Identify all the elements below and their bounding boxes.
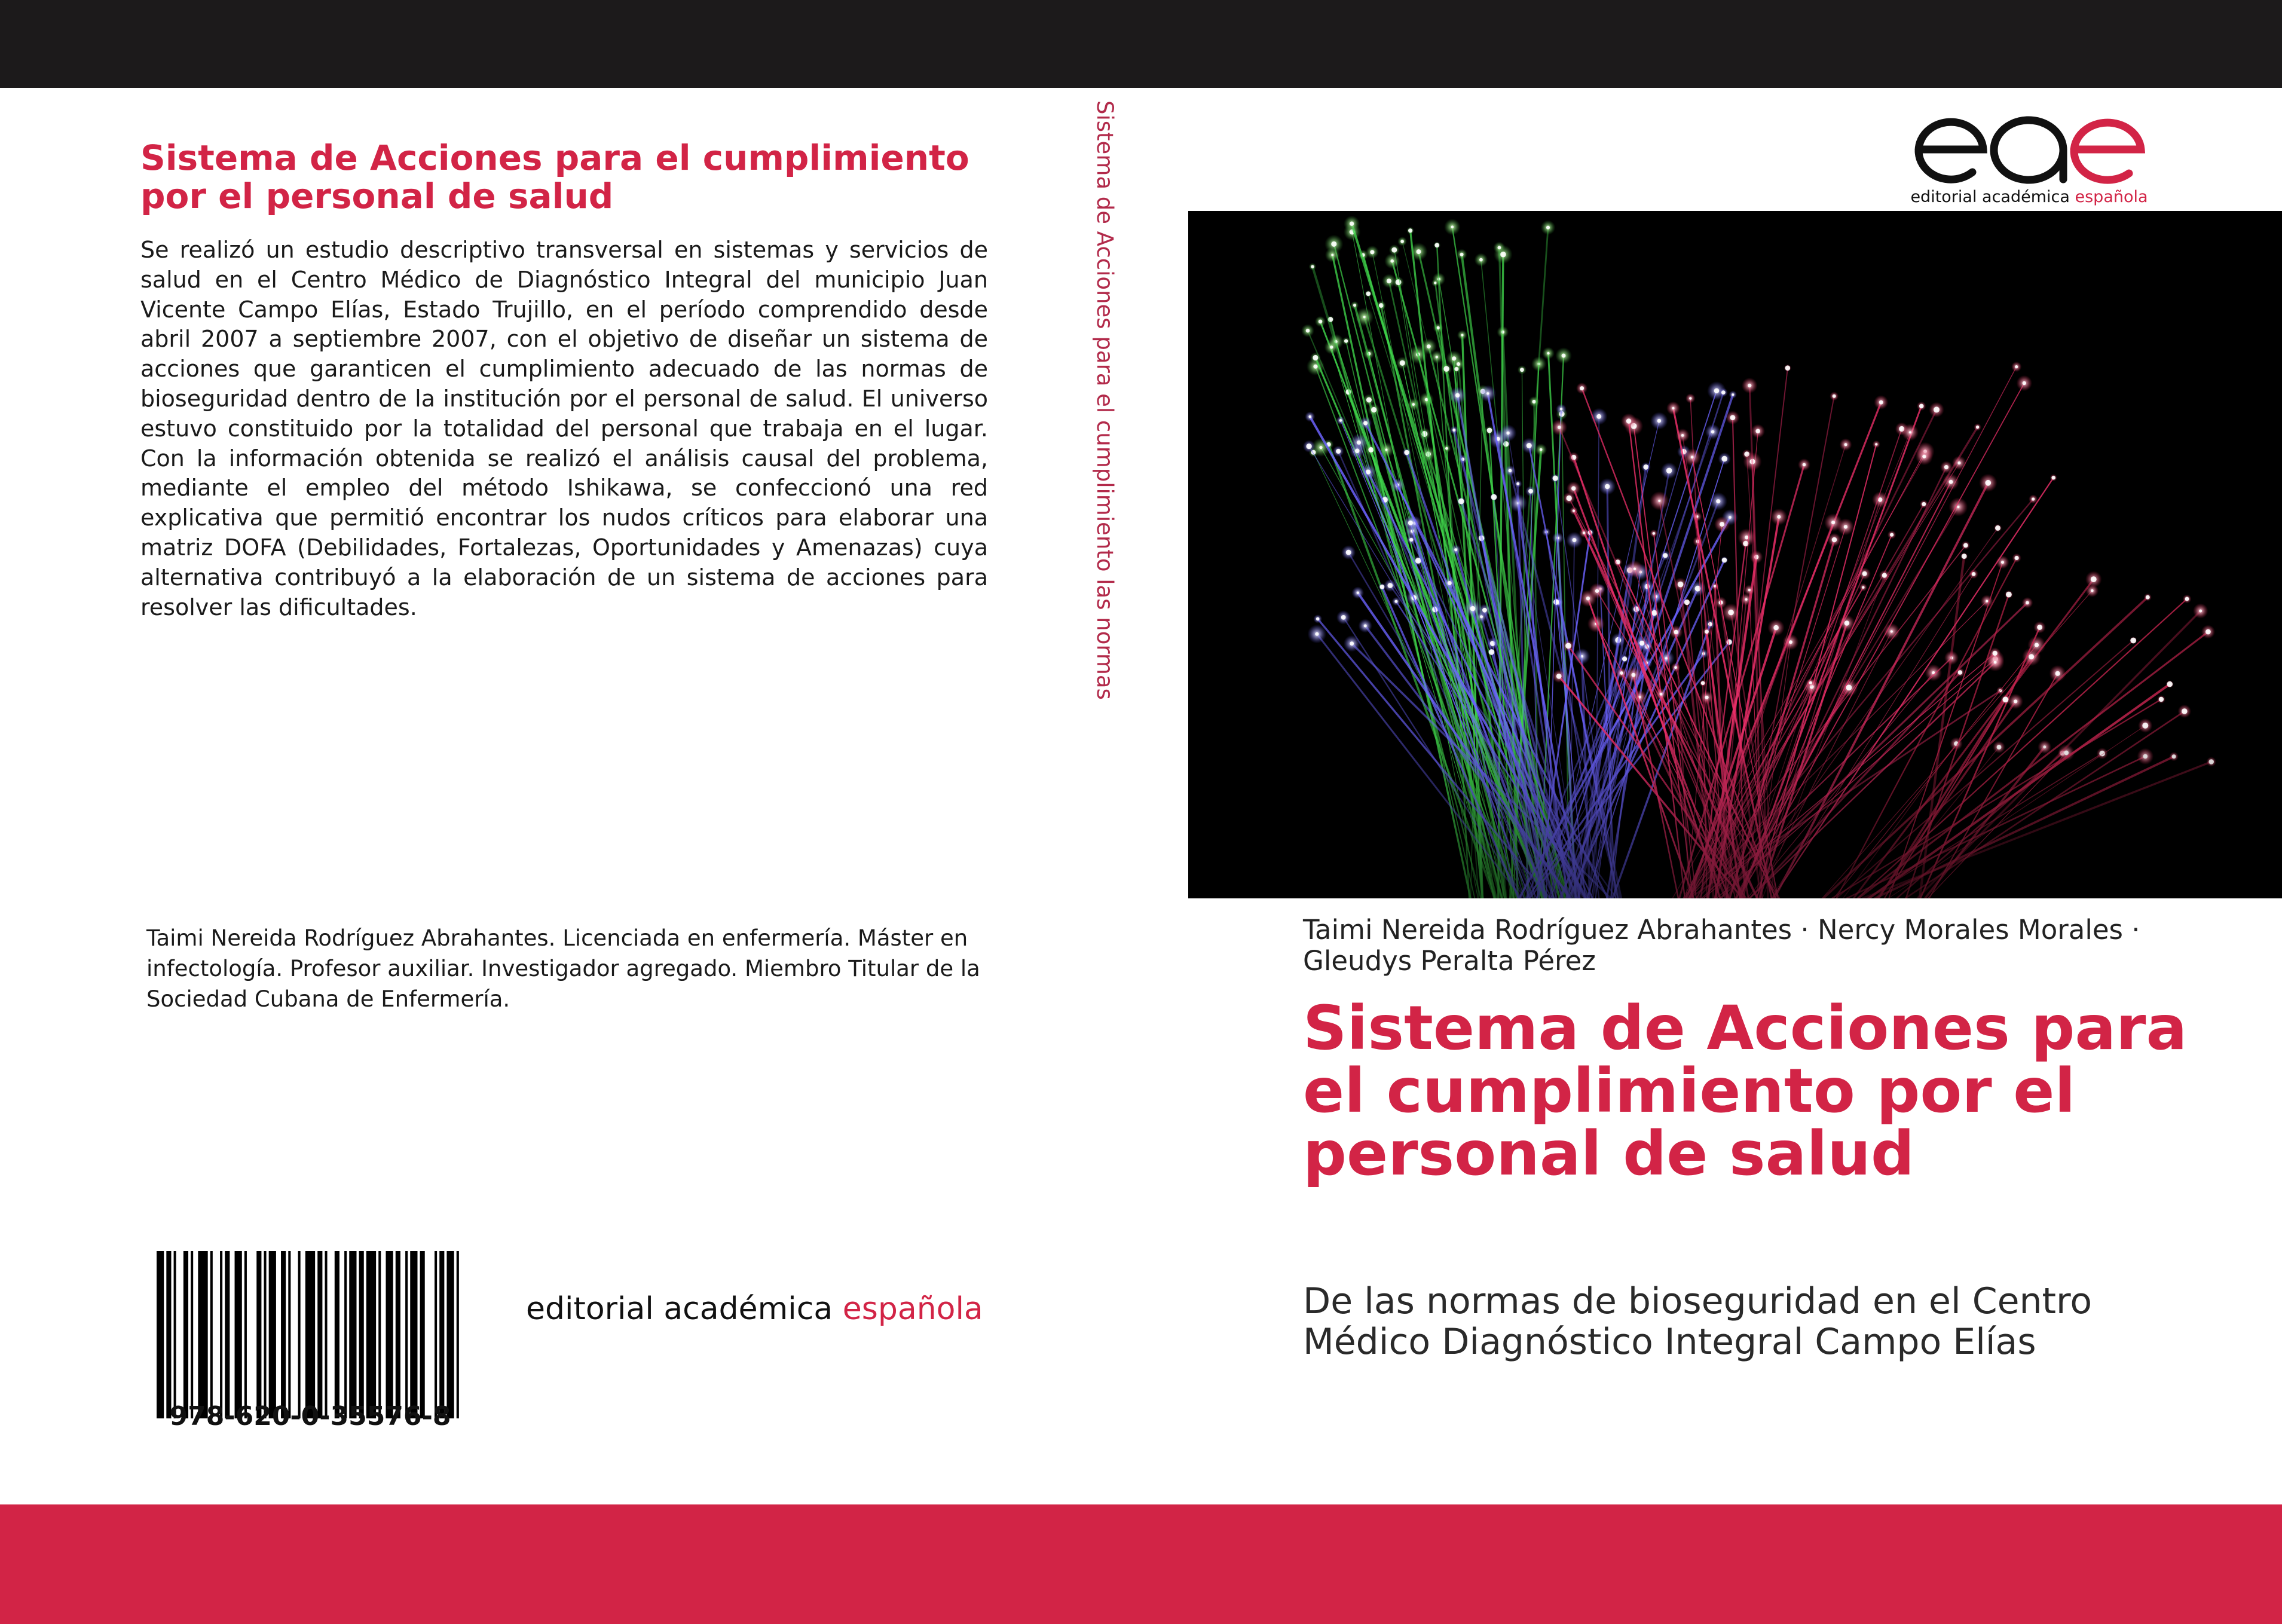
fiber-tip [1366,397,1372,403]
fiber-tip [1489,649,1495,655]
fiber-tip [2023,381,2026,385]
fiber-tip [1882,573,1887,578]
fiber-tip [1461,334,1463,337]
fiber-tip [2159,697,2164,702]
fiber-tip [1949,480,1953,484]
fiber-tip [1658,500,1660,502]
fiber-tip [2006,592,2012,598]
fiber-tip [1394,600,1397,603]
fiber-tip [1684,600,1690,605]
fiber-tip [2146,595,2150,600]
fiber-tip [1355,449,1360,454]
fiber-tip [2035,643,2039,647]
fiber-tip [1934,406,1940,412]
logo-letter-e2 [2074,123,2141,180]
fiber-tip [1674,630,1679,635]
fiber-tip [1976,426,1979,429]
fiber-tip [1339,419,1342,422]
fiber-tip [1639,641,1644,646]
fiber-tip [1748,384,1751,387]
fiber-tip [1651,610,1657,616]
fiber-tip [1571,486,1576,490]
barcode-bar [366,1251,376,1418]
fiber-tip [1705,630,1709,634]
fiber-tip [1565,643,1571,649]
fiber-tip [2001,561,2004,564]
publisher-name-part1: editorial académica [526,1291,833,1327]
publisher-name-back [526,1291,983,1327]
logo-caption [1907,188,2152,206]
fiber-tip [1678,582,1684,588]
fiber-tip [1516,482,1519,485]
fiber-tip [1891,630,1893,632]
fiber-tip [1445,447,1448,450]
barcode-bar [269,1251,276,1418]
fiber-tip [1408,228,1412,233]
fiber-tip [2091,589,2094,592]
fiber-tip [1371,407,1376,412]
fiber-tip [1491,494,1497,500]
fiber-tip [1436,356,1438,358]
fiber-tip [2014,699,2017,703]
barcode-bar [457,1251,459,1418]
barcode-bar [378,1251,381,1418]
barcode-bar [386,1251,393,1418]
barcode-bar [410,1251,417,1418]
fiber-tip [1583,531,1585,534]
fiber-tip [1455,393,1460,397]
fiber-tip [1443,366,1449,372]
fiber-tip [1412,403,1415,406]
barcode-bar [325,1251,327,1418]
fiber-tip [1486,392,1489,394]
fiber-tip [1353,304,1356,307]
fiber-tip [1720,522,1724,527]
fiber-tip [1665,657,1668,659]
fiber-tip [1745,598,1748,601]
fiber-tip [1567,496,1572,501]
fiber-tip [1721,390,1726,394]
publisher-logo [1907,108,2152,188]
barcode-bar [210,1251,213,1418]
fiber-tip [2015,365,2018,368]
fiber-tip [1711,430,1715,434]
fiber-tip [1708,622,1712,626]
barcode-bar [174,1251,176,1418]
back-cover-blurb: Se realizó un estudio descriptivo transversal en sistemas y servicios de salud en el Centro Médico de Diagnóstico Integral del municipio Juan Vicente Campo Elías, Estado Trujillo, en el período comprendido desde abril 2007 a septiembre 2007, con el objetivo de diseñar un sistema de acciones que garanticen el cumplimiento adecuado de las normas de bioseguridad dentro de la institución por el personal de salud. El universo estuvo constituido por la totalidad del personal que trabaja en el lugar. Con la información obtenida se realizó el análisis causal del problema, mediante el empleo del método Ishikawa, se confeccionó una red explicativa que permitió encontrar los nudos críticos para elaborar una matriz DOFA (Debilidades, Fortalezas, Oportunidades y Amenazas) cuya alternativa contribuyó a la elaboración de un sistema de acciones para resolver las dificultades. [140,237,988,620]
fiber-tip [1341,615,1346,620]
barcode-bar [183,1251,188,1418]
fiber-tip [1862,586,1864,589]
fiber-tip [2205,629,2211,635]
fiber-tip [1350,222,1354,226]
fiber-tip [1862,571,1867,576]
fiber-tip [1722,558,1727,563]
fiber-tip [1404,450,1409,455]
fiber-tip [1785,365,1791,371]
fiber-tip [1681,434,1684,437]
fiber-tip [1957,506,1959,508]
fiber-tip [1846,685,1852,691]
barcode-bar [225,1251,230,1418]
fiber-tip [1632,673,1636,677]
fiber-tip [1498,246,1501,249]
fiber-tip [1546,226,1550,230]
fiber-tip [1714,389,1720,394]
barcode-bar [264,1251,266,1418]
fiber-tip [1520,368,1524,372]
fiber-tip [1346,550,1351,555]
fiber-tip [2051,476,2055,480]
fiber-tip [1434,282,1436,284]
fiber-tip [2037,625,2042,630]
fiber-tip [1666,468,1672,474]
fiber-tip [1622,656,1627,661]
fiber-tip [1626,418,1632,424]
fiber-tip [1721,456,1727,462]
fiber-tip [1331,241,1336,247]
fiber-tip [2029,654,2034,659]
fiber-tip [1400,360,1405,366]
fiber-tip [1558,426,1561,429]
fiber-tip [1803,463,1806,467]
fiber-tip [1653,532,1656,535]
logo-letter-a [1994,120,2063,180]
barcode-bar [235,1251,242,1418]
fiber-tip [1311,265,1314,268]
fiber-tip [1306,444,1311,449]
fiber-tip [2015,556,2019,560]
fiber-tip [1958,670,1963,675]
fiber-tip [1729,516,1732,519]
fiber-tip [1963,543,1968,548]
fiber-tip [1370,250,1374,254]
fiber-tip [1547,352,1549,354]
fiber-tip [1451,225,1454,228]
barcode-bar [359,1251,364,1418]
fiber-tip [1553,600,1559,605]
fiber-tip [1350,641,1354,646]
fiber-tip [1890,533,1893,537]
fiber-tip [1344,340,1348,343]
fiber-tip [1832,537,1837,543]
fiber-tip [2032,497,2035,500]
fiber-tip [1540,448,1543,451]
barcode-bar [420,1251,425,1418]
fiber-tip [1319,320,1323,324]
fiber-tip [1586,597,1590,600]
fiber-tip [1957,461,1960,464]
fiber-tip [1701,681,1705,686]
fiber-tip [1434,243,1439,247]
barcode-bar [191,1251,193,1418]
fiber-tip [1922,455,1926,458]
fiber-tip [1448,581,1452,585]
spine-text: Sistema de Acciones para el cumplimiento las normas [1092,100,1118,700]
fiber-tip [1994,661,1997,664]
fiber-tip [1388,583,1393,588]
fiber-tip [1909,431,1911,433]
fiber-tip [1689,397,1691,399]
fiber-tip [1986,600,1988,602]
back-cover-title: Sistema de Acciones para el cumplimiento por el personal de salud [140,137,969,216]
barcode-bar [157,1251,164,1418]
fiber-tip [1573,538,1577,542]
fiber-tip [1408,521,1413,525]
barcode-bar [317,1251,322,1418]
fiber-tip [1844,620,1850,626]
fiber-tip [1879,400,1883,405]
cover-title: Sistema de Acciones para el cumplimiento por el personal de salud [1303,993,2188,1189]
logo-letter-e1 [1919,122,1983,179]
fiber-tip [1745,536,1748,539]
fiber-tip [1460,253,1464,256]
fiber-optic-illustration [1188,211,2282,898]
fiber-tip [1417,249,1421,254]
fiber-tip [1506,432,1509,435]
fiber-tip [2182,708,2188,714]
fiber-tip [1755,429,1760,434]
fiber-tip [1944,465,1948,469]
isbn-number: 978-620-0-35576-8 [169,1401,451,1432]
fiber-tip [1315,632,1319,636]
fiber-tip [2185,597,2189,601]
fiber-tip [2167,681,2173,687]
fiber-tip [1313,355,1318,360]
fiber-tip [1509,469,1512,473]
fiber-tip [1672,407,1674,409]
fiber-tip [1995,525,2000,531]
fiber-tip [1595,589,1599,593]
fiber-tip [1705,696,1709,699]
fiber-tip [1777,515,1781,519]
fiber-tip [1528,489,1533,494]
barcode-bar [244,1251,247,1418]
fiber-tip [1556,674,1562,679]
fiber-tip [1748,589,1751,591]
fiber-tip [1560,408,1562,410]
barcode-bar [288,1251,290,1418]
fiber-tip [1962,553,1967,559]
fiber-tip [2091,576,2097,582]
fiber-tip [1479,258,1483,262]
logo-caption-part2: española [2075,188,2148,206]
barcode-bar [220,1251,222,1418]
publisher-name-part2: española [842,1291,983,1327]
fiber-tip [1427,344,1431,348]
fiber-tip [2055,671,2060,676]
fiber-tip [1309,415,1311,418]
top-band [0,0,2282,88]
fiber-tip [1357,592,1359,594]
fiber-tip [1454,548,1457,551]
fiber-tip [2003,697,2009,703]
fiber-tip [1482,608,1487,613]
fiber-tip [1380,585,1385,589]
fiber-tip [1663,553,1668,558]
fiber-tip [1657,419,1662,423]
fiber-tip [1844,525,1847,528]
barcode-bar [405,1251,408,1418]
fiber-tip [1919,404,1924,409]
barcode-bar [446,1251,454,1418]
fiber-tip [1527,443,1532,448]
fiber-tip [1922,502,1926,506]
fiber-tip [1454,367,1458,371]
cover-authors: Taimi Nereida Rodríguez Abrahantes · Nercy Morales Morales · Gleudys Peralta Pérez [1303,914,2140,977]
fiber-tip [1452,429,1455,432]
fiber-tip [1363,316,1366,318]
fiber-tip [1363,421,1368,425]
barcode-bar [435,1251,437,1418]
fiber-tip [1487,428,1492,433]
fiber-tip [1366,292,1371,296]
fiber-tip [1385,449,1388,451]
fiber-tip [1716,499,1720,503]
fiber-tip [1634,568,1636,570]
fiber-tip [1400,240,1404,243]
fiber-tip [1390,259,1394,263]
fiber-tip [1596,414,1601,419]
fiber-tip [1993,651,1997,656]
barcode-bar [256,1251,261,1418]
barcode-bar [198,1251,207,1418]
barcode-bar [344,1251,347,1418]
fiber-tip [1319,446,1322,449]
cover-photo-fiber-optics [1188,211,2282,898]
fiber-tip [1620,671,1623,675]
fiber-tip [1336,449,1341,454]
fiber-tip [1553,476,1558,481]
fiber-tip [1732,393,1734,396]
barcode-bar [305,1251,315,1418]
fiber-tip [1833,394,1836,398]
fiber-tip [1831,521,1835,524]
fiber-tip [1691,455,1694,458]
fiber-tip [1470,606,1476,611]
fiber-tip [1728,610,1734,616]
fiber-tip [1364,625,1367,628]
fiber-tip [1674,666,1677,669]
logo-caption-part1: editorial académica [1910,188,2070,206]
fiber-tip [1580,386,1584,390]
fiber-tip [1773,625,1779,631]
fiber-tip [1875,443,1877,445]
barcode-bar [335,1251,339,1418]
cover-subtitle: De las normas de bioseguridad en el Centro Médico Diagnóstico Integral Campo Elías [1303,1280,2093,1363]
fiber-tip [1730,415,1736,420]
fiber-tip [1391,247,1397,253]
fiber-tip [2026,601,2029,605]
fiber-tip [1605,484,1610,489]
barcode-bar [166,1251,171,1418]
fiber-tip [2199,610,2202,613]
barcode-bar [298,1251,301,1418]
fiber-tip [1660,693,1663,696]
fiber-tip [1313,365,1317,369]
author-bio: Taimi Nereida Rodríguez Abrahantes. Licenciada en enfermería. Máster en infectología. Profesor auxiliar. Investigador agregado. Miembro Titular de la Sociedad Cubana de Enfermería. [146,925,980,1012]
barcode-bar [396,1251,400,1418]
bottom-band [0,1504,2282,1624]
fiber-tip [1330,345,1333,348]
fiber-tip [1844,443,1847,446]
fiber-tip [1387,279,1391,283]
fiber-tip [1316,617,1320,621]
fiber-tip [1809,681,1812,684]
barcode-bar [349,1251,356,1418]
fiber-tip [1306,329,1310,333]
fiber-tip [2130,638,2136,644]
fiber-tip [1562,354,1566,358]
barcode-bar [281,1251,286,1418]
fiber-tip [1573,509,1575,512]
fiber-tip [1985,480,1991,486]
fiber-tip [1331,254,1333,256]
barcode-bar [439,1251,444,1418]
fiber-tip [1458,498,1464,504]
